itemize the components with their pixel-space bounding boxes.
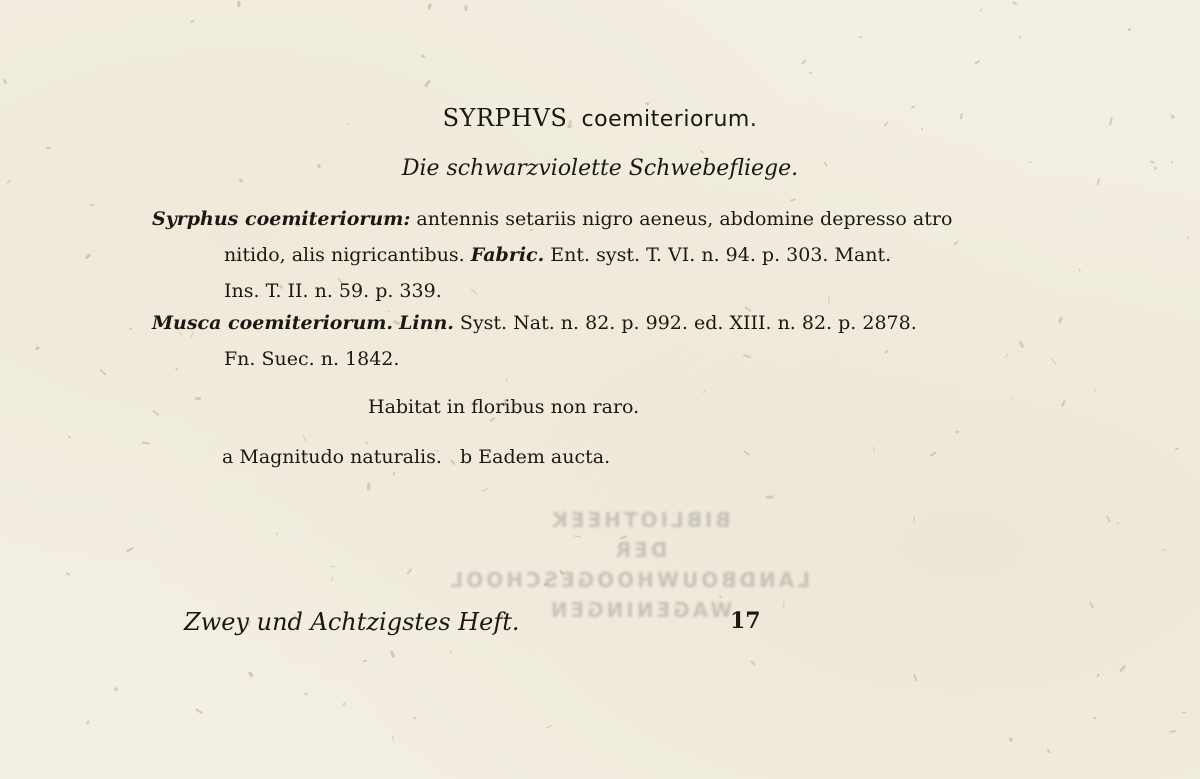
paper-fleck [1128,28,1131,31]
figure-caption: a Magnitudo naturalis. b Eadem aucta. [222,446,611,468]
entry2-line1-text: Syst. Nat. n. 82. p. 992. ed. XIII. n. 82. p. 2878. [459,312,917,334]
entry1-line2 [224,244,891,266]
paper-fleck [367,482,370,490]
paper-fleck [195,397,201,400]
stamp-line: DER [612,538,668,562]
entry2-line1 [152,312,917,334]
entry1-name: Syrphus coemiteriorum: [152,208,411,230]
entry1-line1-text: antennis setariis nigro aeneus, abdomine depresso atro [416,208,953,230]
paper-fleck [465,5,468,11]
paper-fleck [859,36,862,38]
entry2-name: Musca coemiteriorum. [152,312,393,334]
entry2-line2: Fn. Suec. n. 1842. [224,348,400,370]
page-subtitle: Die schwarzviolette Schwebefliege. [401,156,799,181]
stamp-line: LANDBOUWHOOGESCHOOL [447,568,810,592]
entry1-ref: Fabric. [470,244,545,266]
footer-text: Zwey und Achtzigstes Heft. [184,608,520,636]
entry2-ref: Linn. [399,312,454,334]
paper-fleck [238,1,241,7]
paper-fleck [413,716,417,719]
entry1-line1 [152,208,952,230]
paper-fleck [90,204,94,206]
page-title [0,104,1200,132]
paper-fleck [305,692,308,695]
entry1-line2-text-b: Ent. syst. T. VI. n. 94. p. 303. Mant. [550,244,892,266]
title-species: coemiteriorum. [581,107,758,132]
stamp-line: WAGENINGEN [547,598,733,622]
entry1-line3: Ins. T. II. n. 59. p. 339. [224,280,442,302]
stamp-line: BIBLIOTHEEK [549,508,731,532]
habitat-text: Habitat in floribus non raro. [368,396,640,418]
paper-fleck [1009,738,1012,742]
page-number: 17 [730,608,761,634]
title-genus: SYRPHVS [442,104,568,132]
entry1-line2-text-a: nitido, alis nigricantibus. [224,244,465,266]
